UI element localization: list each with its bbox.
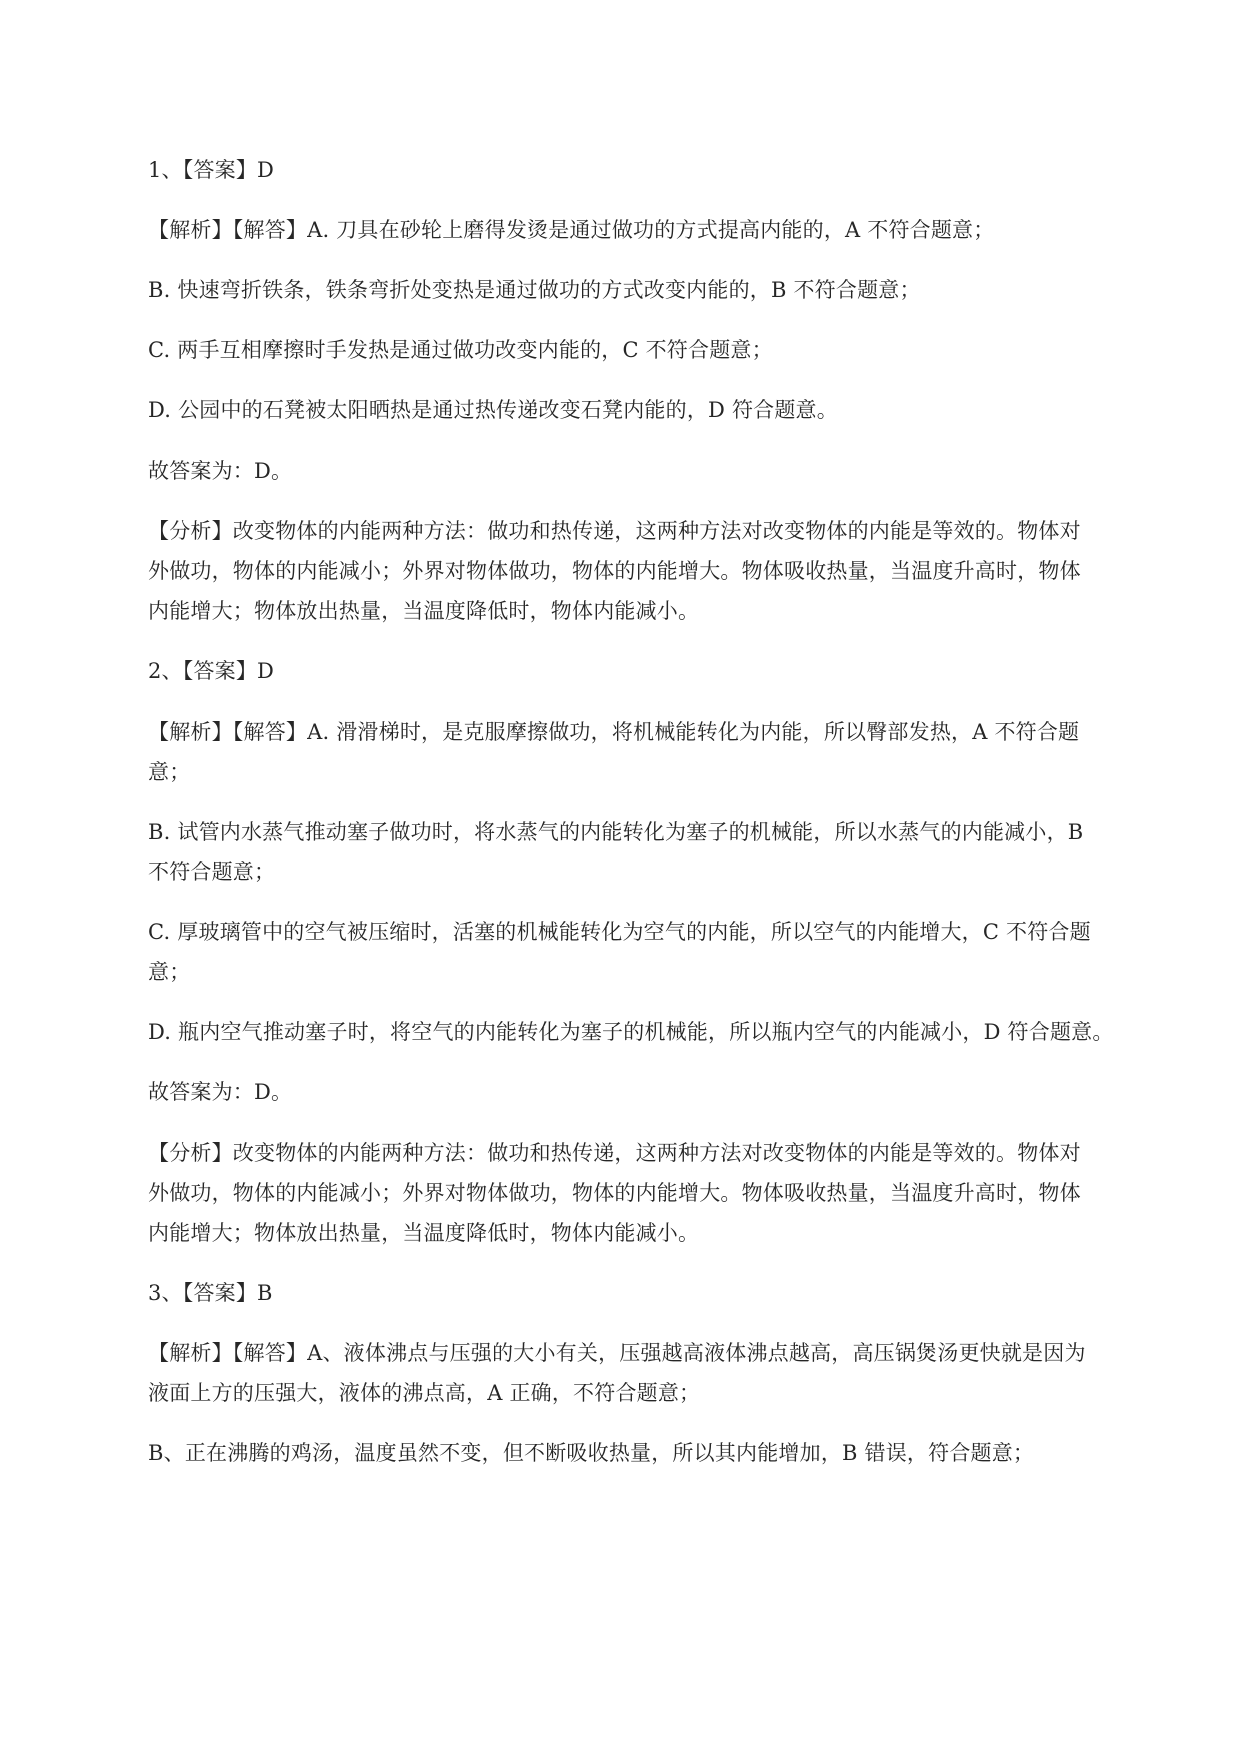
q2-analysis-a-line-1: 【解析】【解答】A. 滑滑梯时，是克服摩擦做功，将机械能转化为内能，所以臀部发热，A 不符合题 — [148, 720, 1080, 744]
q3-analysis-a-line-1: 【解析】【解答】A、液体沸点与压强的大小有关，压强越高液体沸点越高，高压锅煲汤更快就是因为 — [148, 1341, 1086, 1365]
q1-analysis-a: 【解析】【解答】A. 刀具在砂轮上磨得发烫是通过做功的方式提高内能的，A 不符合题意； — [148, 218, 995, 242]
q1-answer: 1、【答案】D — [148, 158, 275, 182]
q2-analysis-b-line-2: 不符合题意； — [148, 860, 276, 884]
q3-analysis-b: B、正在沸腾的鸡汤，温度虽然不变，但不断吸收热量，所以其内能增加，B 错误，符合题意； — [148, 1441, 1035, 1465]
q2-analysis-b-line-1: B. 试管内水蒸气推动塞子做功时，将水蒸气的内能转化为塞子的机械能，所以水蒸气的内能减小，B — [148, 820, 1084, 844]
q2-analysis-a-line-2: 意； — [148, 760, 191, 784]
q1-comment-line-3: 内能增大；物体放出热量，当温度降低时，物体内能减小。 — [148, 599, 700, 623]
q2-answer: 2、【答案】D — [148, 659, 275, 683]
q2-comment-line-3: 内能增大；物体放出热量，当温度降低时，物体内能减小。 — [148, 1221, 700, 1245]
q2-analysis-c-line-2: 意； — [148, 960, 191, 984]
q2-analysis-d: D. 瓶内空气推动塞子时，将空气的内能转化为塞子的机械能，所以瓶内空气的内能减小，D 符合题意。 — [148, 1020, 1114, 1044]
q1-conclusion: 故答案为：D。 — [148, 459, 293, 483]
q2-analysis-c-line-1: C. 厚玻璃管中的空气被压缩时，活塞的机械能转化为空气的内能，所以空气的内能增大，C 不符合题 — [148, 920, 1091, 944]
q1-analysis-d: D. 公园中的石凳被太阳晒热是通过热传递改变石凳内能的，D 符合题意。 — [148, 398, 838, 422]
q3-answer: 3、【答案】B — [148, 1281, 273, 1305]
q1-analysis-b: B. 快速弯折铁条，铁条弯折处变热是通过做功的方式改变内能的，B 不符合题意； — [148, 278, 921, 302]
q2-comment-line-1: 【分析】改变物体的内能两种方法：做功和热传递，这两种方法对改变物体的内能是等效的。物体对 — [148, 1141, 1081, 1165]
q2-comment-line-2: 外做功，物体的内能减小；外界对物体做功，物体的内能增大。物体吸收热量，当温度升高时，物体 — [148, 1181, 1081, 1205]
q3-analysis-a-line-2: 液面上方的压强大，液体的沸点高，A 正确，不符合题意； — [148, 1381, 701, 1405]
q1-comment-line-1: 【分析】改变物体的内能两种方法：做功和热传递，这两种方法对改变物体的内能是等效的。物体对 — [148, 519, 1081, 543]
q2-conclusion: 故答案为：D。 — [148, 1080, 293, 1104]
q1-comment-line-2: 外做功，物体的内能减小；外界对物体做功，物体的内能增大。物体吸收热量，当温度升高时，物体 — [148, 559, 1081, 583]
q1-analysis-c: C. 两手互相摩擦时手发热是通过做功改变内能的，C 不符合题意； — [148, 338, 773, 362]
